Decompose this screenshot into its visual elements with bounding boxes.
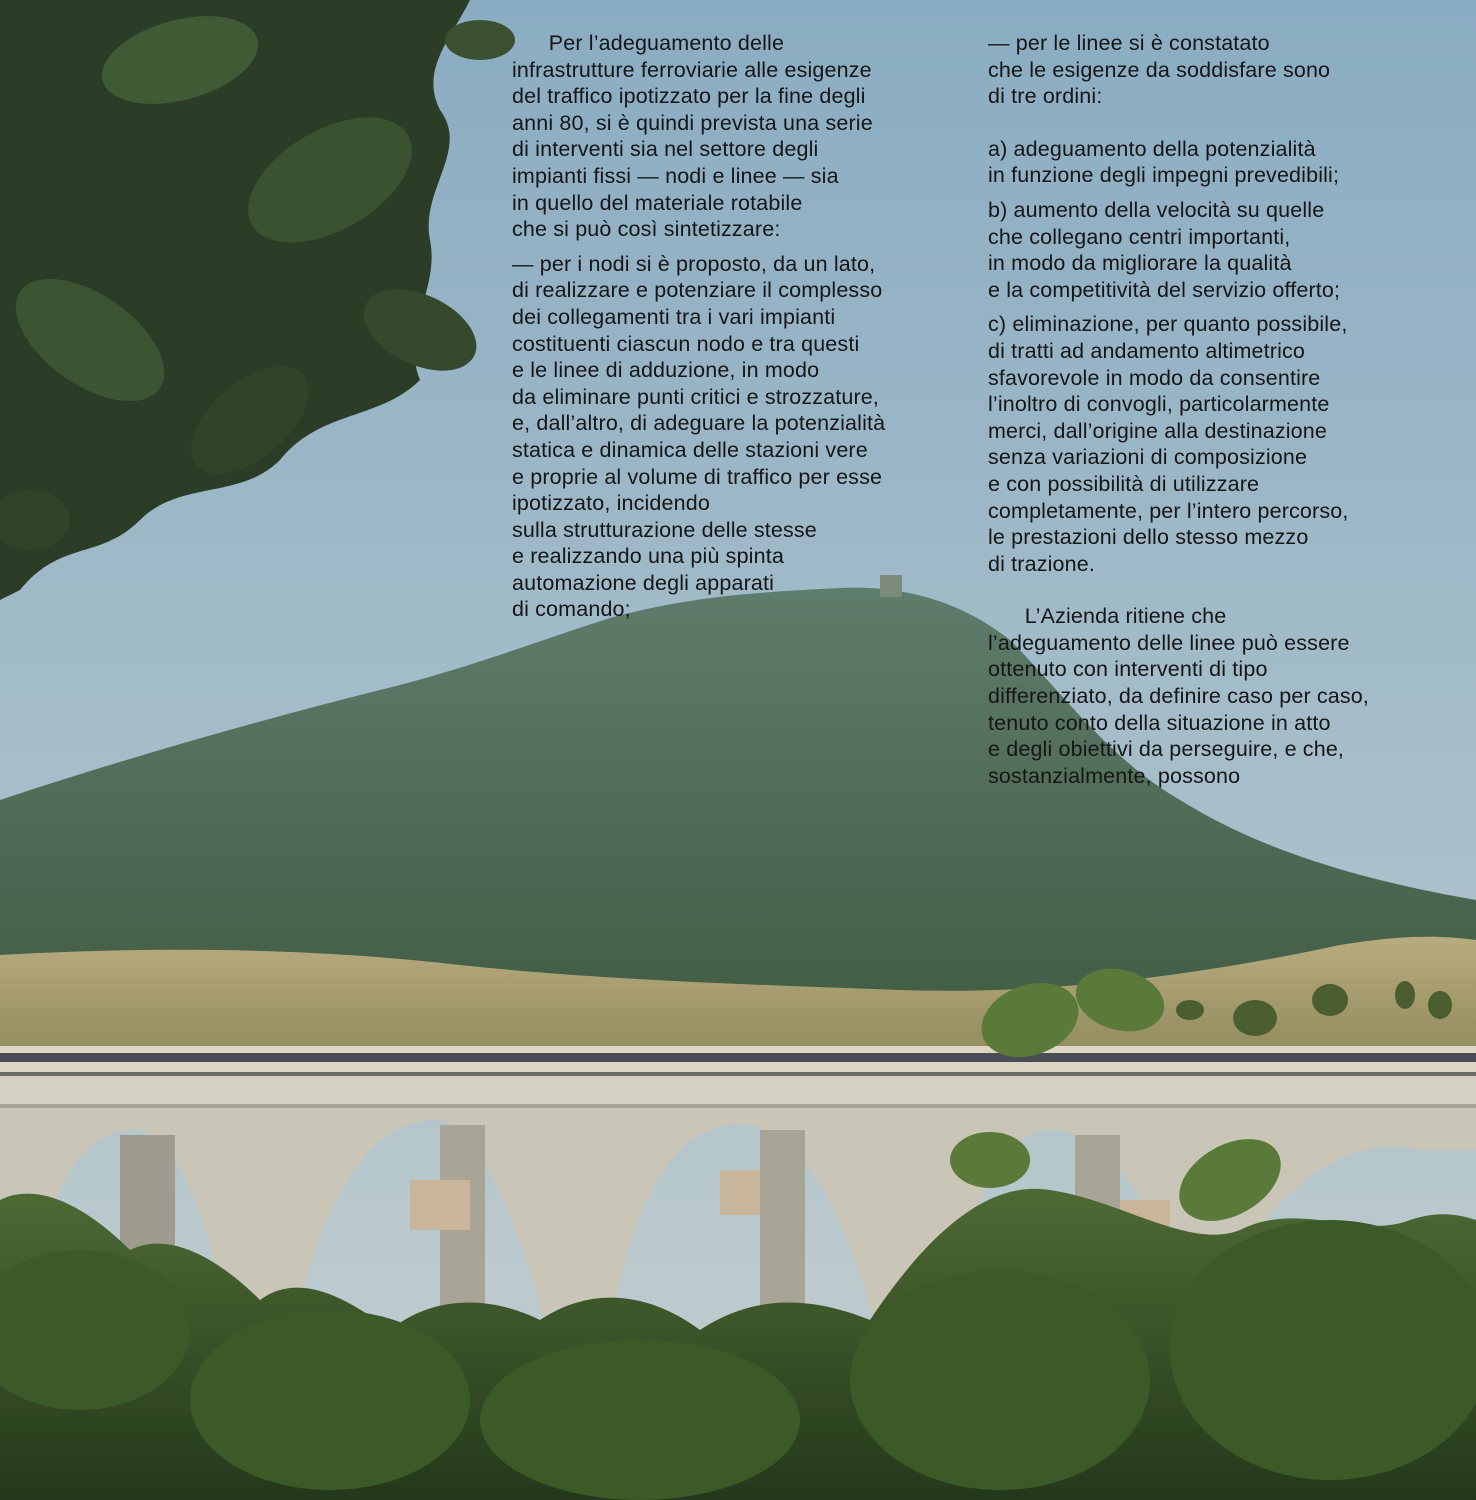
text-line: completamente, per l’intero percorso, [988, 498, 1349, 523]
text-line: e le linee di adduzione, in modo [512, 358, 820, 383]
paragraph-gap [988, 303, 1369, 311]
text-line: in modo da migliorare la qualità [988, 251, 1292, 276]
text-line: L’Azienda ritiene che [988, 604, 1227, 629]
text-line: in quello del materiale rotabile [512, 190, 803, 215]
paragraph-gap [988, 189, 1369, 197]
text-line: e realizzando una più spinta [512, 544, 784, 569]
text-line: ipotizzato, incidendo [512, 491, 710, 516]
text-line: automazione degli apparati [512, 570, 775, 595]
train [0, 1046, 1476, 1078]
text-line: le prestazioni dello stesso mezzo [988, 525, 1309, 550]
text-line: impianti fissi — nodi e linee — sia [512, 163, 839, 188]
text-line: c) eliminazione, per quanto possibile, [988, 312, 1348, 337]
text-line: di comando; [512, 597, 631, 622]
paragraph [988, 30, 1369, 110]
text-line: costituenti ciascun nodo e tra questi [512, 331, 860, 356]
paragraph [988, 603, 1369, 789]
paragraph [988, 136, 1369, 189]
text-line: di trazione. [988, 551, 1095, 576]
text-line: di interventi sia nel settore degli [512, 137, 819, 162]
text-line: l’adeguamento delle linee può essere [988, 630, 1350, 655]
text-line: che si può così sintetizzare: [512, 217, 781, 242]
text-line: infrastrutture ferroviarie alle esigenze [512, 57, 872, 82]
text-line: da eliminare punti critici e strozzature, [512, 384, 880, 409]
text-line: del traffico ipotizzato per la fine degli [512, 84, 866, 109]
text-line: e degli obiettivi da perseguire, e che, [988, 737, 1345, 762]
text-line: tenuto conto della situazione in atto [988, 710, 1331, 735]
text-line: di tre ordini: [988, 84, 1103, 109]
text-line: dei collegamenti tra i vari impianti [512, 304, 836, 329]
text-line: di tratti ad andamento altimetrico [988, 338, 1306, 363]
text-column-left [512, 30, 885, 623]
text-line: b) aumento della velocità su quelle [988, 197, 1325, 222]
text-line: a) adeguamento della potenzialità [988, 136, 1316, 161]
paragraph [988, 311, 1369, 577]
text-line: in funzione degli impegni prevedibili; [988, 163, 1340, 188]
text-line: ottenuto con interventi di tipo [988, 657, 1268, 682]
text-line: sfavorevole in modo da consentire [988, 365, 1321, 390]
text-line: senza variazioni di composizione [988, 445, 1308, 470]
paragraph [988, 197, 1369, 303]
text-line: statica e dinamica delle stazioni vere [512, 437, 868, 462]
text-line: e, dall’altro, di adeguare la potenzialità [512, 411, 886, 436]
paragraph-gap [988, 577, 1369, 603]
text-line: l’inoltro di convogli, particolarmente [988, 392, 1330, 417]
text-line: sulla strutturazione delle stesse [512, 517, 817, 542]
text-line: sostanzialmente, possono [988, 763, 1241, 788]
paragraph [512, 30, 885, 243]
paragraph [512, 251, 885, 623]
text-line: merci, dall’origine alla destinazione [988, 418, 1327, 443]
text-line: — per i nodi si è proposto, da un lato, [512, 251, 876, 276]
text-line: e proprie al volume di traffico per esse [512, 464, 883, 489]
text-line: e la competitività del servizio offerto; [988, 277, 1341, 302]
text-line: differenziato, da definire caso per caso, [988, 684, 1370, 709]
text-line: e con possibilità di utilizzare [988, 471, 1260, 496]
text-line: — per le linee si è constatato [988, 31, 1270, 55]
text-line: anni 80, si è quindi prevista una serie [512, 110, 873, 135]
paragraph-gap [512, 243, 885, 251]
text-column-right [988, 30, 1369, 789]
paragraph-gap [988, 110, 1369, 136]
text-line: che collegano centri importanti, [988, 224, 1291, 249]
text-line: Per l’adeguamento delle [512, 31, 785, 55]
text-line: che le esigenze da soddisfare sono [988, 57, 1331, 82]
text-line: di realizzare e potenziare il complesso [512, 278, 883, 303]
